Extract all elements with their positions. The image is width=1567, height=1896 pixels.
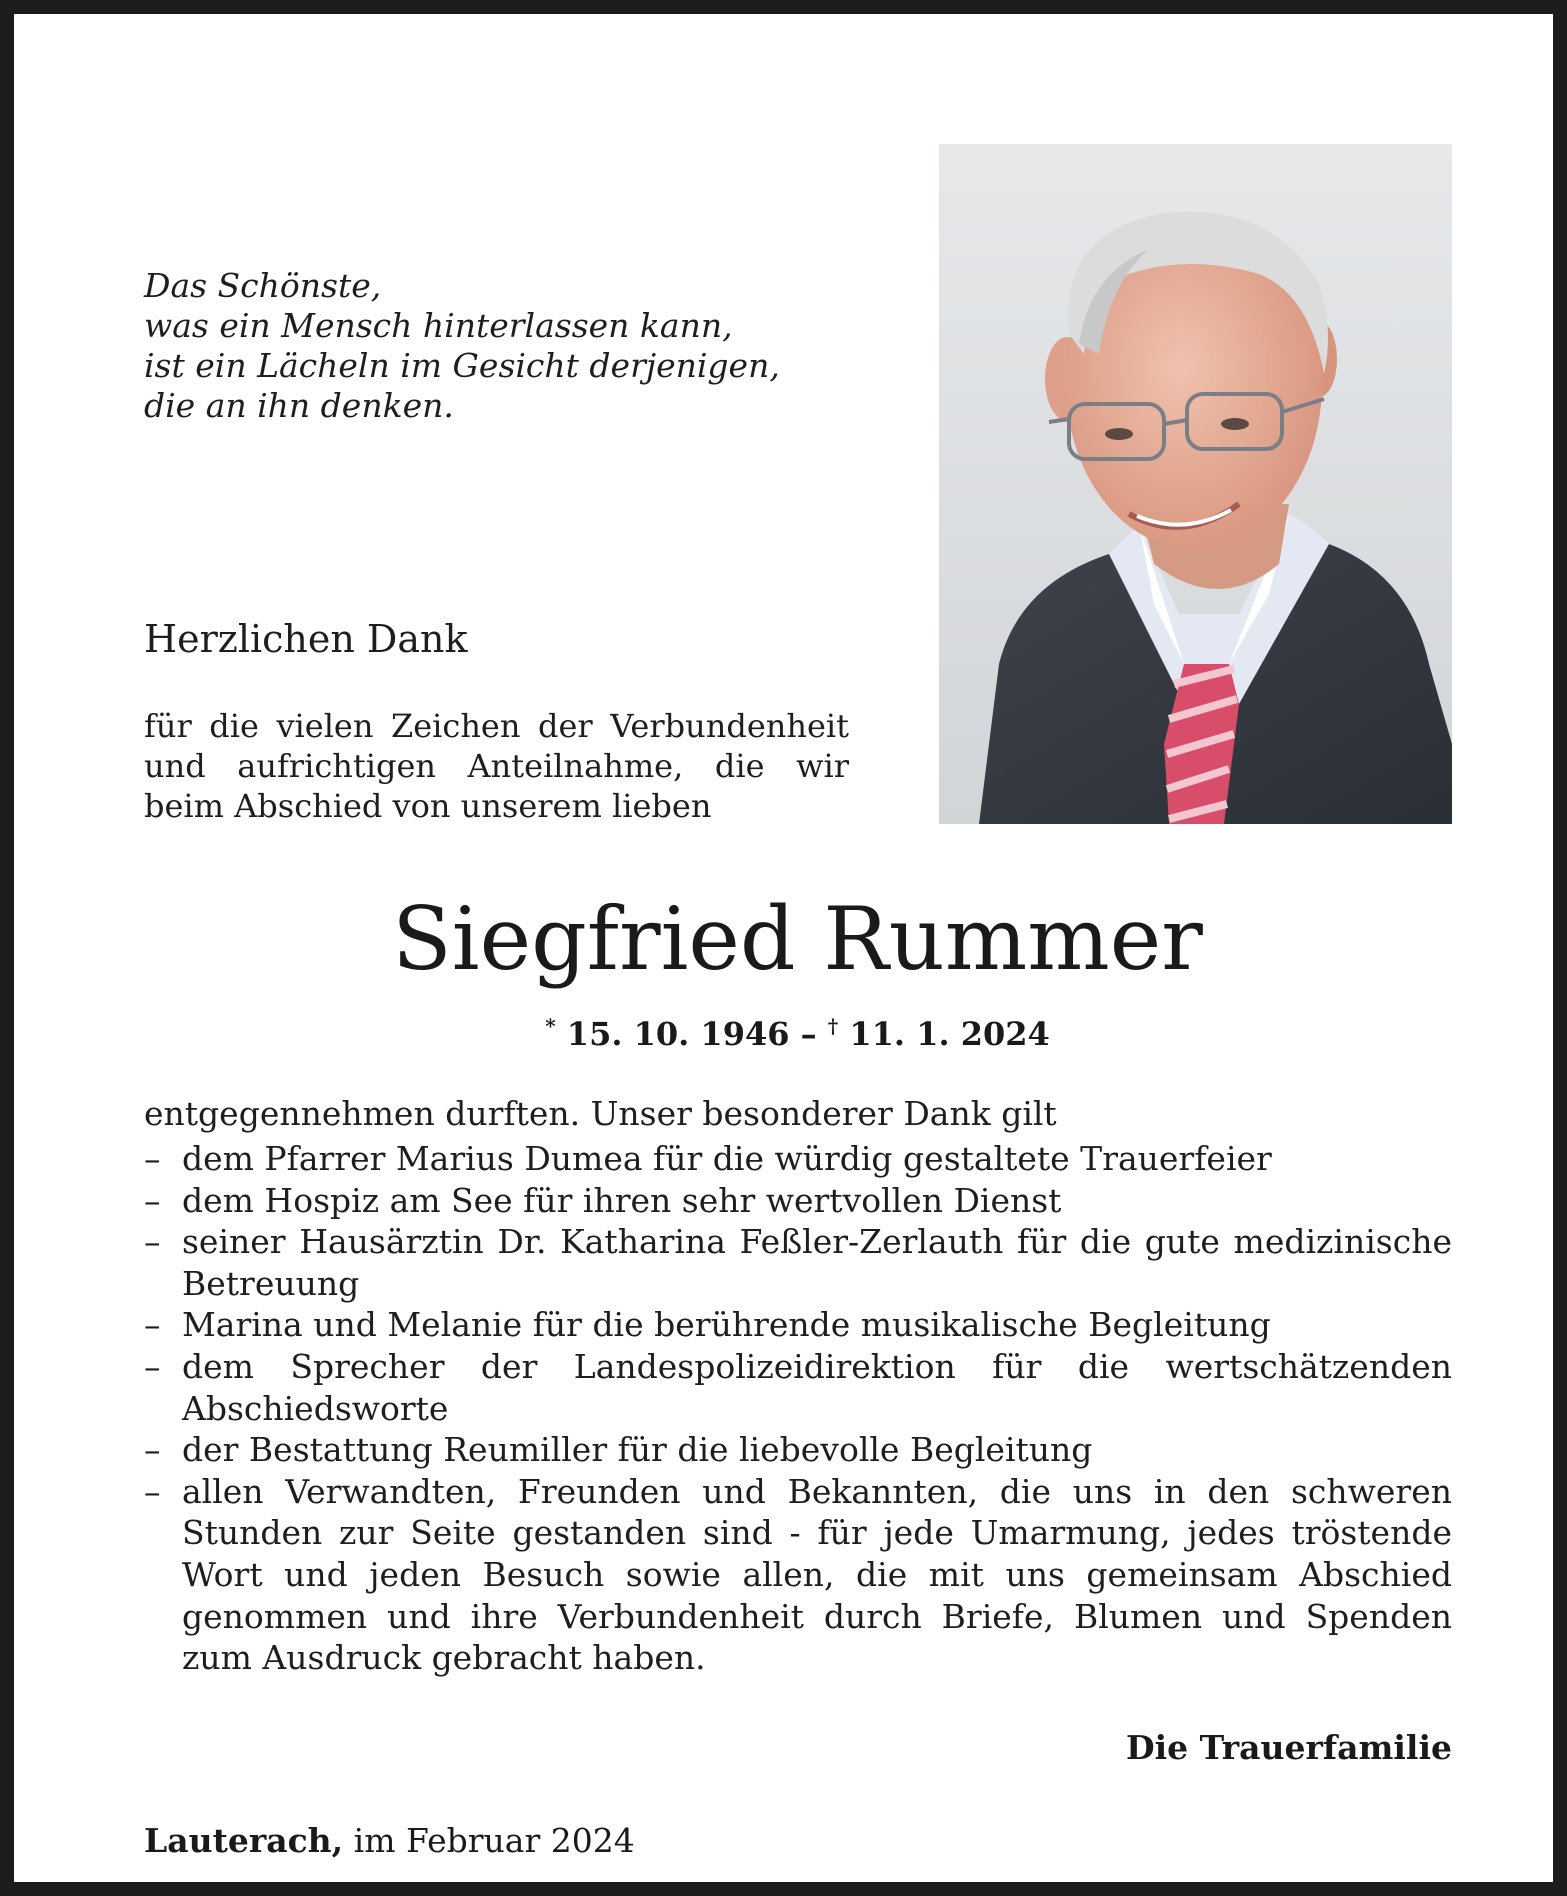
portrait-photo <box>939 144 1452 824</box>
list-item-line: genommen und ihre Verbundenheit durch Briefe, Blumen und Spenden <box>182 1596 1452 1636</box>
date-separator: – <box>800 1015 817 1053</box>
signature: Die Trauerfamilie <box>1125 1728 1452 1767</box>
list-item <box>144 1471 1452 1679</box>
list-item-line: Marina und Melanie für die berührende musikalische Begleitung <box>182 1305 1271 1345</box>
list-item-line: Abschiedsworte <box>182 1388 449 1428</box>
place-city: Lauterach, <box>144 1821 344 1860</box>
thanks-heading: Herzlichen Dank <box>144 617 468 661</box>
thanks-lead-text: entgegennehmen durften. Unser besonderer Dank gilt <box>144 1094 1057 1133</box>
place-date: im Februar 2024 <box>353 1821 635 1860</box>
bullet-dash: – <box>144 1180 161 1220</box>
quote-line: ist ein Lächeln im Gesicht derjenigen, <box>144 346 780 385</box>
life-dates <box>14 1004 1567 1056</box>
death-symbol: † <box>827 1014 839 1038</box>
bullet-dash: – <box>144 1346 161 1386</box>
list-item-line: zum Ausdruck gebracht haben. <box>182 1638 706 1678</box>
thanks-list <box>144 1138 1452 1679</box>
list-item <box>144 1138 1452 1180</box>
list-item-line: seiner Hausärztin Dr. Katharina Feßler-Zerlauth für die gute medizinische <box>182 1222 1452 1262</box>
list-item-line: dem Sprecher der Landespolizeidirektion für die wertschätzenden <box>182 1346 1452 1386</box>
bullet-dash: – <box>144 1430 161 1470</box>
list-item-line: der Bestattung Reumiller für die liebevolle Begleitung <box>182 1430 1093 1470</box>
birth-date: 15. 10. 1946 <box>566 1015 790 1053</box>
intro-line: beim Abschied von unserem lieben <box>144 787 712 825</box>
birth-symbol: * <box>545 1014 556 1038</box>
list-item-line: Betreuung <box>182 1263 360 1303</box>
thanks-intro <box>144 706 849 826</box>
list-item-line: Wort und jeden Besuch sowie allen, die mit uns gemeinsam Abschied <box>182 1554 1452 1594</box>
intro-line: und aufrichtigen Anteilnahme, die wir <box>144 747 849 785</box>
list-item <box>144 1304 1452 1346</box>
place-and-date <box>144 1819 635 1863</box>
list-item-line: dem Pfarrer Marius Dumea für die würdig gestaltete Trauerfeier <box>182 1139 1272 1178</box>
quote-line: Das Schönste, <box>144 266 382 305</box>
memorial-quote <box>144 266 784 426</box>
intro-line: für die vielen Zeichen der Verbundenheit <box>144 707 849 745</box>
list-item-line: Stunden zur Seite gestanden sind - für jede Umarmung, jedes tröstende <box>182 1513 1452 1553</box>
death-date: 11. 1. 2024 <box>849 1015 1050 1053</box>
list-item <box>144 1180 1452 1222</box>
list-item-line: allen Verwandten, Freunden und Bekannten, die uns in den schweren <box>182 1471 1452 1511</box>
list-item <box>144 1346 1452 1429</box>
deceased-name: Siegfried Rummer <box>392 888 1203 990</box>
list-item <box>144 1221 1452 1304</box>
bullet-dash: – <box>144 1222 161 1262</box>
list-item <box>144 1429 1452 1471</box>
quote-line: die an ihn denken. <box>144 386 454 425</box>
bullet-dash: – <box>144 1139 161 1178</box>
quote-line: was ein Mensch hinterlassen kann, <box>144 306 733 345</box>
list-item-line: dem Hospiz am See für ihren sehr wertvollen Dienst <box>182 1180 1062 1220</box>
bullet-dash: – <box>144 1305 161 1345</box>
bullet-dash: – <box>144 1471 161 1511</box>
